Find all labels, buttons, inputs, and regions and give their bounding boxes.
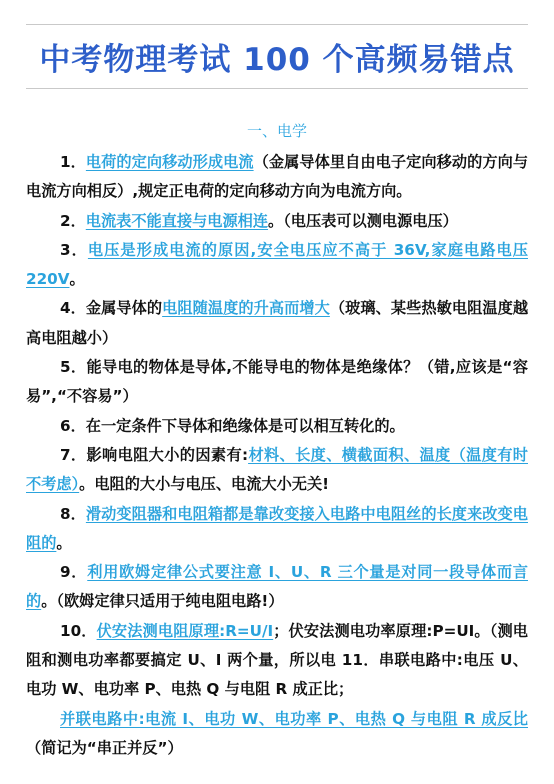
item-text: ；伏安法测电功率原理:P=UI。（测电阻和测电功率都要搞定 U、I 两个量，所以电 11．串联电路中:电压 U、电功 W、电功率 P、电热 Q 与电阻 R 成正比； (26, 621, 528, 699)
item-text: 。电阻的大小与电压、电流大小无关! (79, 475, 330, 494)
item-text: 6．在一定条件下导体和绝缘体是可以相互转化的。 (60, 416, 405, 435)
highlighted-text: 电荷的定向移动形成电流 (85, 153, 254, 171)
item-text: 。 (69, 270, 85, 289)
item-text: 3． (60, 240, 88, 259)
list-item (26, 500, 528, 559)
item-text: 8． (60, 504, 86, 523)
page-title: 中考物理考试 100 个高频易错点 (39, 42, 515, 78)
item-text: 4．金属导体的 (60, 299, 163, 318)
section-heading: 一、电学 (246, 122, 307, 140)
item-text: （玻璃、某些热敏电阻温度越高电阻越小） (26, 299, 529, 347)
highlighted-text: 伏安法测电阻原理:R=U/I (96, 621, 274, 640)
highlighted-text: 材料、长度、横截面积、温度（温度有时不考虑） (26, 445, 528, 494)
list-item (26, 148, 528, 207)
list-item (26, 617, 528, 705)
item-text: 7．影响电阻大小的因素有: (60, 445, 249, 464)
item-text: 5．能导电的物体是导体,不能导电的物体是绝缘体？（错,应该是“容易”,“不容易”） (26, 358, 528, 406)
highlighted-text: 电流表不能直接与电源相连 (85, 211, 269, 230)
list-item (26, 441, 528, 500)
highlighted-text: 并联电路中:电流 I、电功 W、电功率 P、电热 Q 与电阻 R 成反比 (60, 709, 528, 728)
item-text: 1． (60, 153, 86, 171)
list-item (26, 705, 528, 764)
item-text: 。（欧姆定律只适用于纯电阻电路!） (41, 592, 284, 611)
item-text: 9． (60, 563, 88, 582)
item-text: 。（电压表可以测电源电压） (268, 211, 458, 230)
item-text: 2． (60, 211, 86, 230)
item-text: 10． (60, 621, 97, 640)
item-text: （简记为“串正并反”） (26, 738, 183, 757)
list-item (26, 207, 528, 236)
item-text: 。 (56, 533, 72, 552)
list-item (26, 412, 528, 441)
title-divider (26, 88, 528, 89)
list-item (26, 294, 528, 353)
top-divider (26, 24, 528, 25)
highlighted-text: 利用欧姆定律公式要注意 I、U、R 三个量是对同一段导体而言的 (26, 563, 528, 611)
item-text: （金属导体里自由电子定向移动的方向与电流方向相反）,规定正电荷的定向移动方向为电流方向。 (26, 153, 529, 201)
highlighted-text: 电压是形成电流的原因,安全电压应不高于 36V,家庭电路电压 220V (26, 240, 528, 289)
highlighted-text: 滑动变阻器和电阻箱都是靠改变接入电路中电阻丝的长度来改变电阻的 (26, 504, 528, 552)
list-item (26, 236, 528, 295)
highlighted-text: 电阻随温度的升高而增大 (162, 299, 330, 318)
article-body (26, 148, 528, 763)
list-item (26, 558, 528, 617)
list-item (26, 353, 528, 412)
